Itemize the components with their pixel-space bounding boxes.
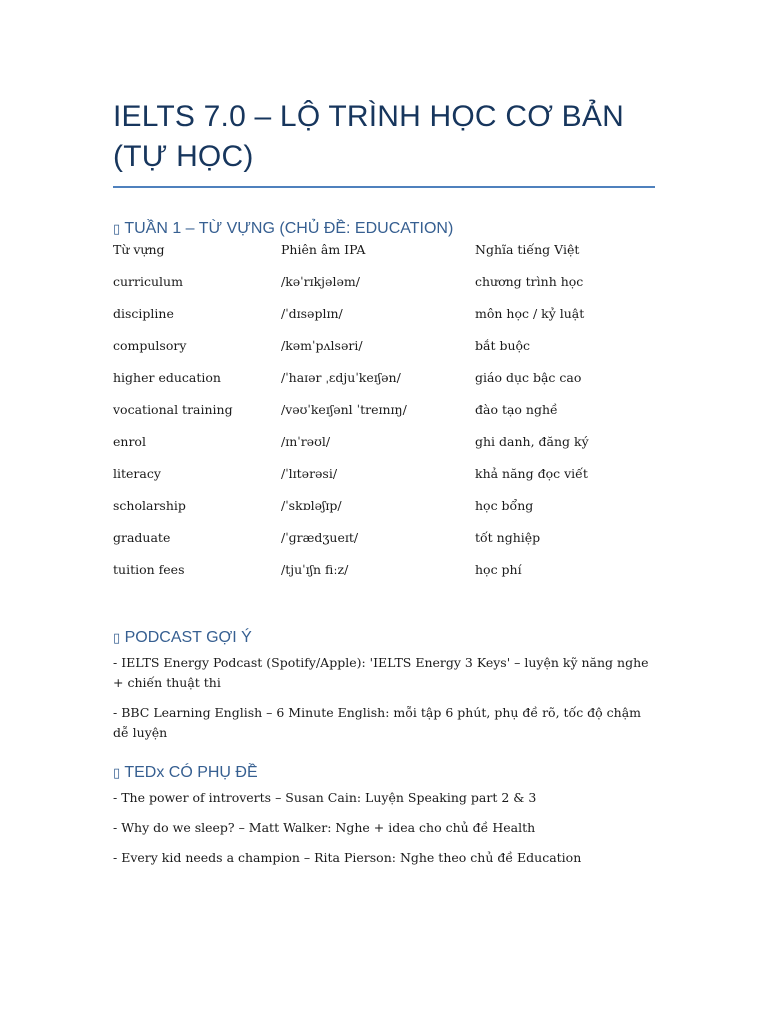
vocab-ipa: /ˈskɒləʃɪp/	[281, 498, 342, 513]
vocab-word: scholarship	[113, 498, 186, 513]
vocab-meaning: tốt nghiệp	[475, 530, 541, 545]
section-heading-week1	[113, 219, 655, 240]
vocab-meaning: học bổng	[475, 498, 534, 513]
table-row	[113, 434, 655, 466]
table-row	[113, 562, 655, 594]
column-header-word: Từ vựng	[113, 242, 165, 257]
vocab-word: compulsory	[113, 338, 187, 353]
vocab-word: graduate	[113, 530, 171, 545]
vocab-word: vocational training	[113, 402, 233, 417]
section-heading-ted	[113, 763, 655, 784]
table-row	[113, 498, 655, 530]
ted-item: - The power of introverts – Susan Cain: Luyện Speaking part 2 & 3	[113, 790, 537, 805]
vocab-word: higher education	[113, 370, 221, 385]
podcast-item: - IELTS Energy Podcast (Spotify/Apple): 'IELTS Energy 3 Keys' – luyện kỹ năng nghe + chiến thuật thi	[113, 655, 649, 690]
placeholder-box-icon: ▯	[113, 222, 121, 237]
section-heading-ted-text: TEDx CÓ PHỤ ĐỀ	[124, 764, 258, 781]
vocab-meaning: đào tạo nghề	[475, 402, 558, 417]
vocab-ipa: /vəʊˈkeɪʃənl ˈtreɪnɪŋ/	[281, 402, 407, 417]
vocab-ipa: /ˈlɪtərəsi/	[281, 466, 338, 481]
column-header-meaning: Nghĩa tiếng Việt	[475, 242, 580, 257]
vocab-meaning: giáo dục bậc cao	[475, 370, 582, 385]
table-row	[113, 338, 655, 370]
placeholder-box-icon: ▯	[113, 631, 121, 646]
vocab-meaning: chương trình học	[475, 274, 584, 289]
section-heading-week1-text: TUẦN 1 – TỪ VỰNG (CHỦ ĐỀ: EDUCATION)	[124, 220, 454, 237]
vocab-ipa: /kəmˈpʌlsəri/	[281, 338, 363, 353]
vocab-ipa: /ˈɡrædʒueɪt/	[281, 530, 359, 545]
vocab-ipa: /kəˈrɪkjələm/	[281, 274, 360, 289]
vocab-ipa: /ˈhaɪər ˌɛdjuˈkeɪʃən/	[281, 370, 401, 385]
vocab-word: tuition fees	[113, 562, 185, 577]
vocab-meaning: môn học / kỷ luật	[475, 306, 585, 321]
title-underline	[113, 186, 655, 188]
ted-item: - Every kid needs a champion – Rita Pierson: Nghe theo chủ đề Education	[113, 850, 582, 865]
placeholder-box-icon: ▯	[113, 766, 121, 781]
table-row	[113, 466, 655, 498]
column-header-ipa: Phiên âm IPA	[281, 242, 366, 257]
vocab-ipa: /ˈdɪsəplɪn/	[281, 306, 343, 321]
ted-item: - Why do we sleep? – Matt Walker: Nghe + idea cho chủ đề Health	[113, 820, 536, 835]
vocab-word: discipline	[113, 306, 174, 321]
vocab-meaning: ghi danh, đăng ký	[475, 434, 589, 449]
section-heading-podcast-text: PODCAST GỢI Ý	[124, 629, 252, 646]
vocab-word: literacy	[113, 466, 161, 481]
vocab-meaning: bắt buộc	[475, 338, 531, 353]
document-title: IELTS 7.0 – LỘ TRÌNH HỌC CƠ BẢN (TỰ HỌC)	[113, 100, 624, 173]
vocab-word: curriculum	[113, 274, 183, 289]
table-header-row	[113, 242, 655, 274]
vocab-meaning: khả năng đọc viết	[475, 466, 588, 481]
table-row	[113, 306, 655, 338]
vocab-word: enrol	[113, 434, 146, 449]
table-row	[113, 402, 655, 434]
vocab-meaning: học phí	[475, 562, 522, 577]
vocabulary-table	[113, 242, 655, 594]
section-heading-podcast	[113, 628, 655, 649]
table-row	[113, 274, 655, 306]
table-row	[113, 370, 655, 402]
podcast-item: - BBC Learning English – 6 Minute English: mỗi tập 6 phút, phụ đề rõ, tốc độ chậm dễ luyện	[113, 705, 642, 740]
table-row	[113, 530, 655, 562]
vocab-ipa: /tjuˈɪʃn fiːz/	[281, 562, 349, 577]
vocab-ipa: /ɪnˈrəʊl/	[281, 434, 331, 449]
